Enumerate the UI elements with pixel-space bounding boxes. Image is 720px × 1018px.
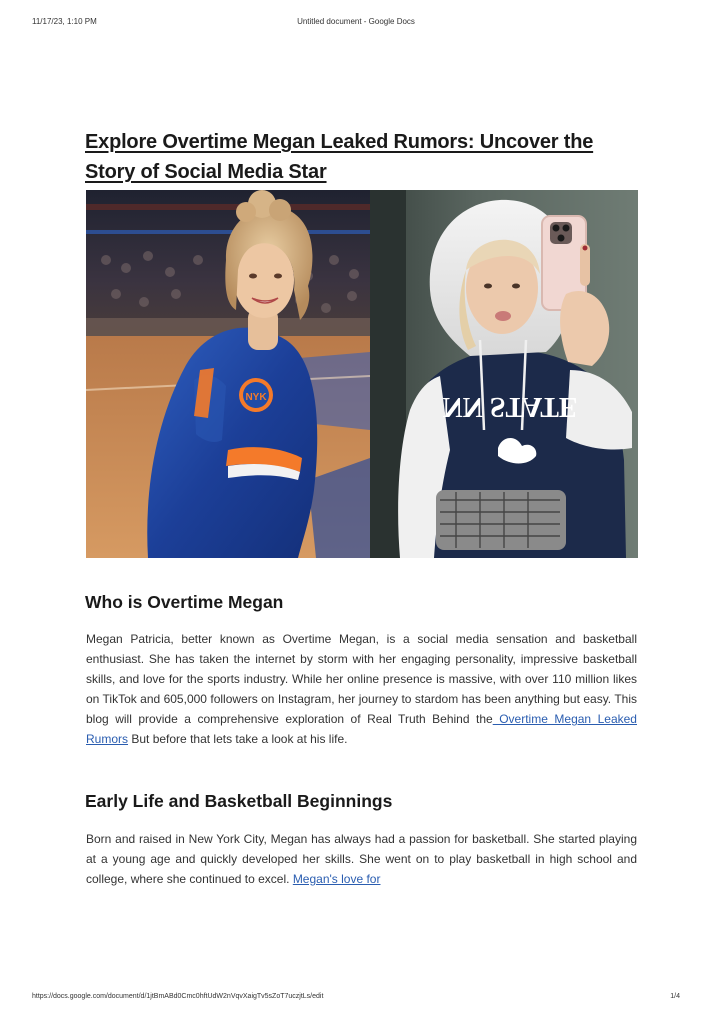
print-header: [32, 17, 680, 29]
jacket-letters: NYK: [245, 392, 267, 403]
print-url: https://docs.google.com/document/d/1jtBmABd0Cmc0hftUdW2nVqvXaigTv5sZoT7uczjtLs/edit: [32, 993, 324, 1000]
paragraph-early-life: [86, 829, 637, 889]
photo-hoodie-selfie: [370, 190, 638, 558]
paragraph-who-tail: But before that lets take a look at his life.: [131, 732, 348, 746]
print-footer: [32, 993, 680, 1005]
paragraph-who: [86, 629, 637, 749]
section-heading-early-life: Early Life and Basketball Beginnings: [85, 791, 393, 811]
print-doc-title: Untitled document - Google Docs: [297, 17, 415, 26]
photo-arena-jacket: [86, 190, 370, 558]
leaked-rumors-link[interactable]: Overtime Megan Leaked Rumors: [86, 712, 637, 746]
document-title: Explore Overtime Megan Leaked Rumors: Uncover the Story of Social Media Star: [85, 131, 594, 183]
sweatshirt-text: NN STATE: [442, 391, 578, 422]
paragraph-who-text: Megan Patricia, better known as Overtime Megan, is a social media sensation and basketball enthusiast. She has taken the internet by storm with her engaging personality, impressive basketball skills, and love for the sports industry. While her online presence is massive, with over 110 million likes on TikTok and 605,000 followers on Instagram, her journey to stardom has been anything but easy. This blog will provide a comprehensive exploration of Real Truth Behind the: [86, 632, 637, 726]
print-page-number: 1/4: [670, 993, 680, 1000]
paragraph-early-text: Born and raised in New York City, Megan has always had a passion for basketball. She started playing at a young age and quickly developed her skills. She went on to play basketball in high school and college, where she continued to excel.: [86, 832, 637, 886]
section-heading-who: Who is Overtime Megan: [85, 592, 284, 612]
print-datetime: 11/17/23, 1:10 PM: [32, 17, 97, 26]
megans-love-link[interactable]: Megan's love for: [292, 872, 381, 886]
